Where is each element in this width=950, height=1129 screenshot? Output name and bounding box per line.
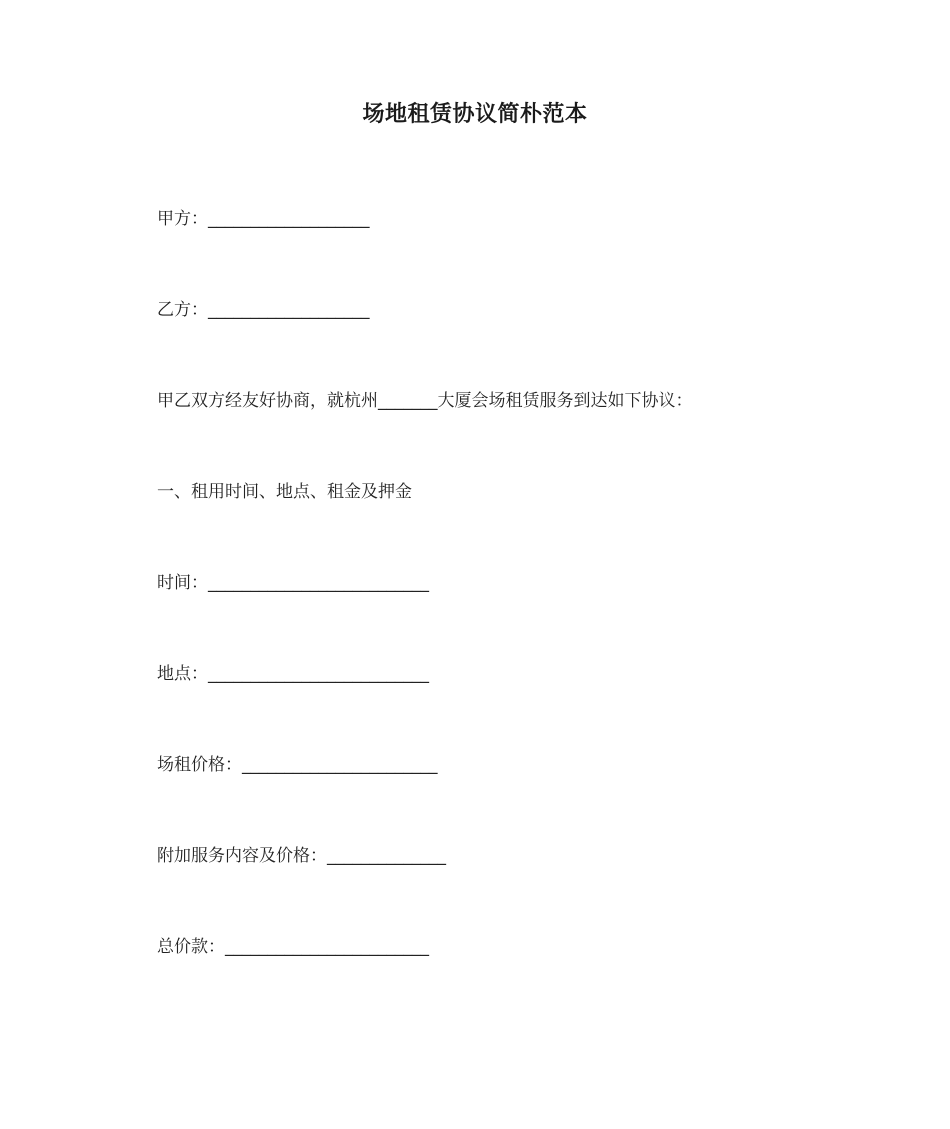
location-field-line: 地点：__________________________ bbox=[157, 664, 429, 684]
party-a-line: 甲方：___________________ bbox=[157, 209, 370, 229]
agreement-intro: 甲乙双方经友好协商，就杭州_______大厦会场租赁服务到达如下协议： bbox=[157, 391, 693, 411]
time-field-line: 时间：__________________________ bbox=[157, 573, 429, 593]
total-price-field-line: 总价款：________________________ bbox=[157, 937, 429, 957]
rent-price-field-line: 场租价格：_______________________ bbox=[157, 755, 438, 775]
section-heading-1: 一、租用时间、地点、租金及押金 bbox=[157, 482, 412, 502]
party-b-line: 乙方：___________________ bbox=[157, 300, 370, 320]
document-title: 场地租赁协议简朴范本 bbox=[362, 102, 588, 127]
extra-service-field-line: 附加服务内容及价格：______________ bbox=[157, 846, 446, 866]
